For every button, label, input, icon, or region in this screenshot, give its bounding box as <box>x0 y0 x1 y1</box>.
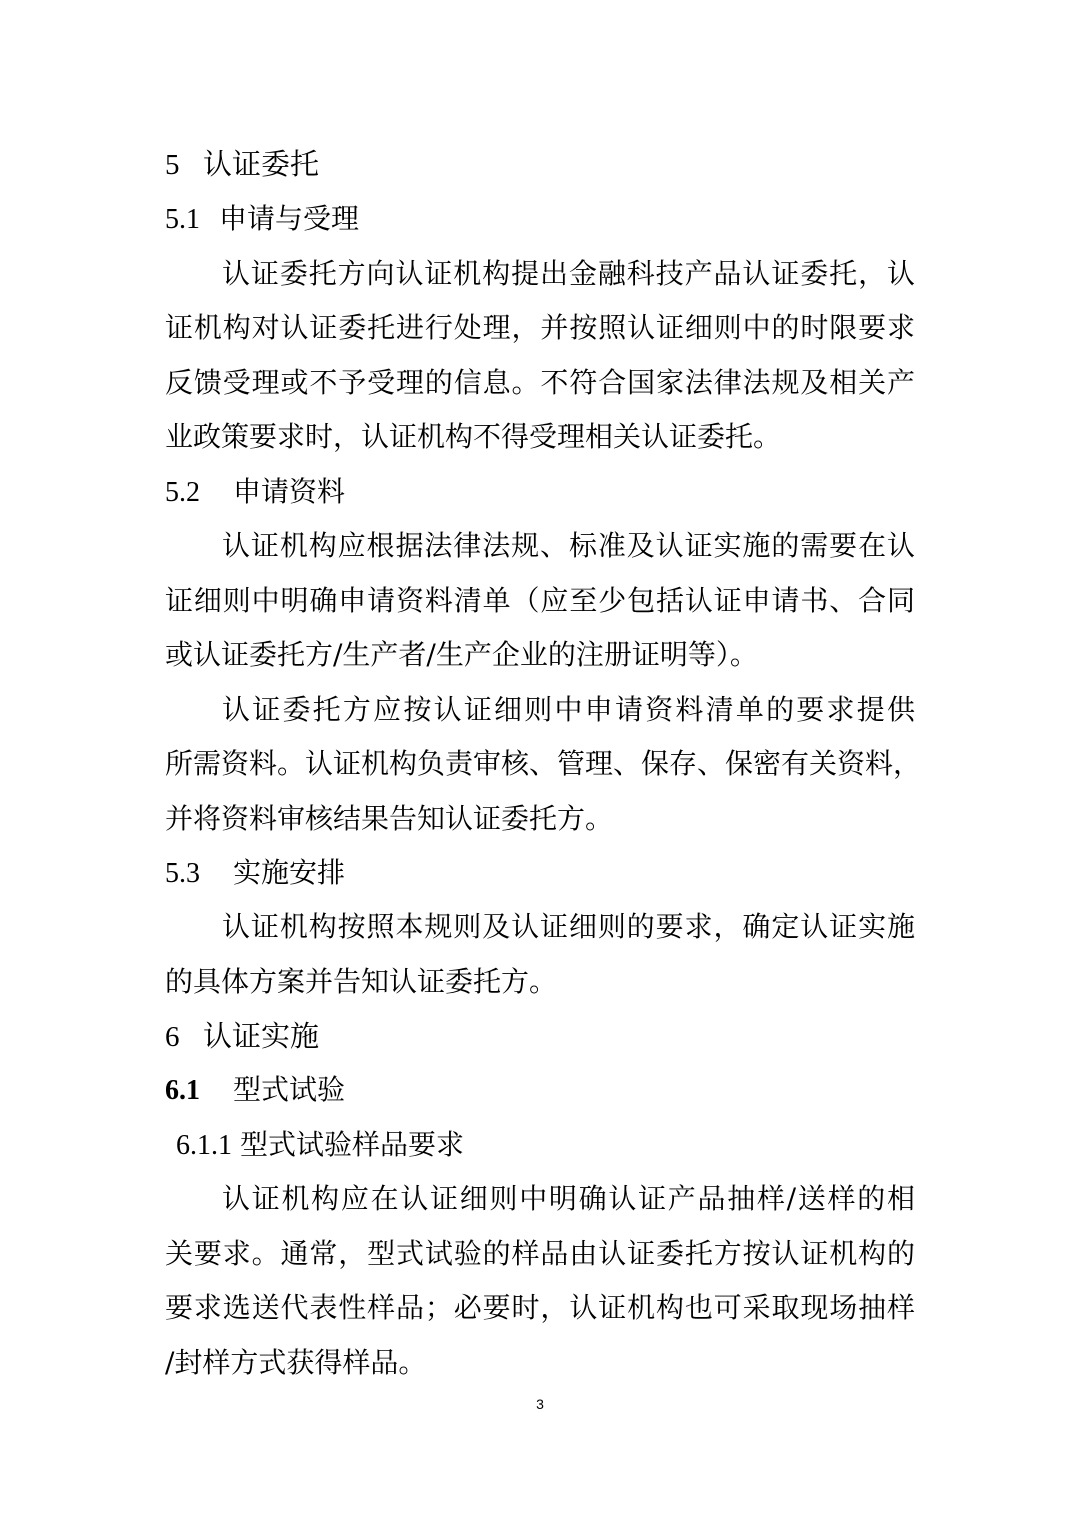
section-number: 5 <box>165 149 180 181</box>
page-number: 3 <box>536 1396 544 1412</box>
paragraph-line: 认证委托方向认证机构提出金融科技产品认证委托，认 <box>222 257 915 290</box>
subsubsection-title: 型式试验样品要求 <box>240 1128 465 1161</box>
subsection-number: 6.1 <box>165 1075 200 1106</box>
subsection-title: 申请资料 <box>233 475 346 508</box>
paragraph-line: 的具体方案并告知认证委托方。 <box>165 965 558 998</box>
paragraph-line: 反馈受理或不予受理的信息。不符合国家法律法规及相关产 <box>165 366 915 399</box>
paragraph-line: 认证机构按照本规则及认证细则的要求，确定认证实施 <box>222 910 915 943</box>
paragraph-line: 证机构对认证委托进行处理，并按照认证细则中的时限要求 <box>165 311 915 344</box>
paragraph-line: 认证委托方应按认证细则中申请资料清单的要求提供 <box>222 693 915 726</box>
subsection-5-3-heading <box>165 855 345 892</box>
section-title: 认证委托 <box>203 147 320 181</box>
paragraph-line: 并将资料审核结果告知认证委托方。 <box>165 802 614 835</box>
paragraph-line: 所需资料。认证机构负责审核、管理、保存、保密有关资料， <box>165 747 922 780</box>
subsection-title: 型式试验 <box>233 1073 346 1106</box>
subsection-number: 5.2 <box>165 477 200 508</box>
paragraph-line: 业政策要求时，认证机构不得受理相关认证委托。 <box>165 420 782 453</box>
paragraph-line: 要求选送代表性样品；必要时，认证机构也可采取现场抽样 <box>165 1291 915 1324</box>
paragraph-line: 证细则中明确申请资料清单（应至少包括认证申请书、合同 <box>165 584 915 617</box>
subsection-6-1-heading <box>165 1072 345 1109</box>
section-5-heading <box>165 146 319 183</box>
subsubsection-number: 6.1.1 <box>176 1130 232 1161</box>
paragraph-line: /封样方式获得样品。 <box>165 1346 427 1379</box>
section-number: 6 <box>165 1021 180 1053</box>
subsection-number: 5.3 <box>165 858 200 889</box>
section-title: 认证实施 <box>203 1019 320 1053</box>
subsection-title: 申请与受理 <box>219 202 360 235</box>
section-6-heading <box>165 1018 319 1055</box>
subsection-5-2-heading <box>165 474 345 511</box>
paragraph-line: 关要求。通常，型式试验的样品由认证委托方按认证机构的 <box>165 1237 915 1270</box>
paragraph-line: 认证机构应根据法律法规、标准及认证实施的需要在认 <box>222 529 915 562</box>
subsection-title: 实施安排 <box>233 856 346 889</box>
subsection-5-1-heading <box>165 201 359 238</box>
subsubsection-6-1-1-heading <box>176 1127 464 1164</box>
paragraph-line: 或认证委托方/生产者/生产企业的注册证明等）。 <box>165 638 758 671</box>
paragraph-line: 认证机构应在认证细则中明确认证产品抽样/送样的相 <box>222 1182 915 1215</box>
subsection-number: 5.1 <box>165 204 200 235</box>
